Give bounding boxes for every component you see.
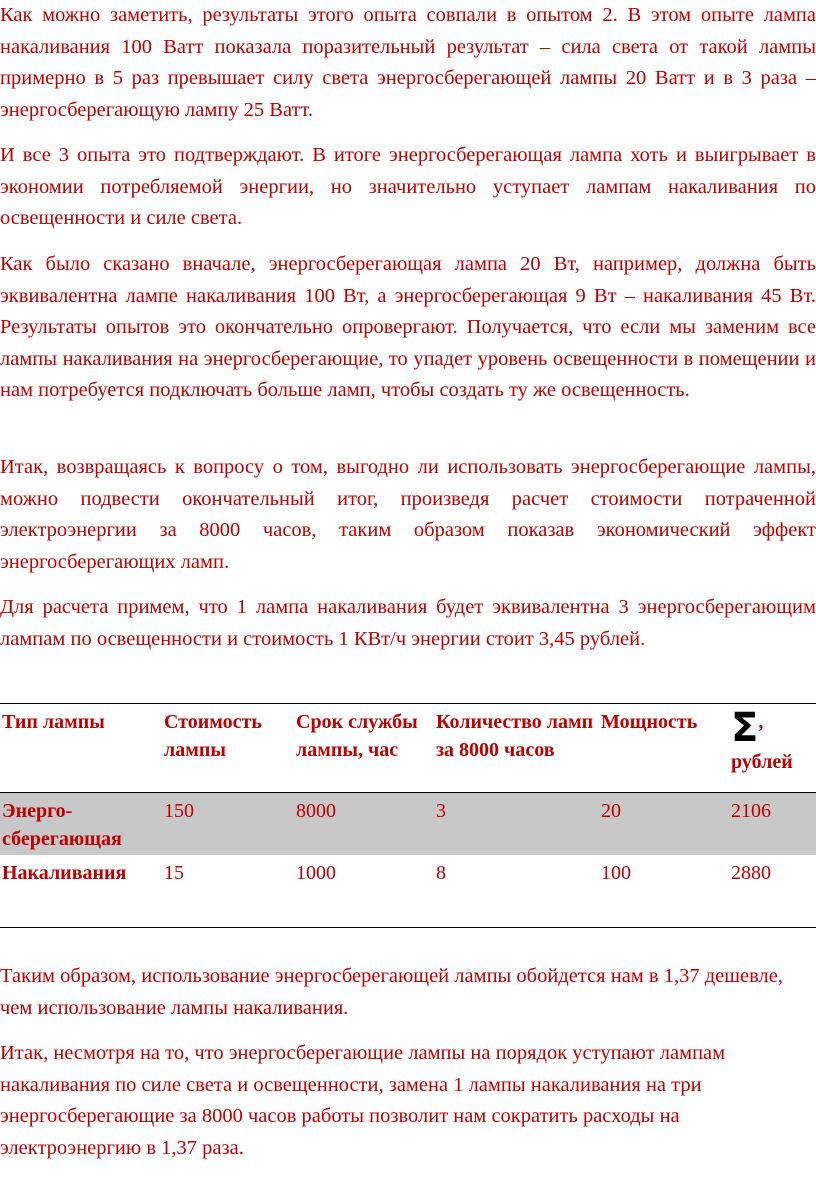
header-power: Мощность [601, 711, 698, 733]
cell-cost: 15 [164, 862, 184, 884]
cell-cost: 150 [164, 800, 194, 822]
lamp-cost-table [0, 703, 816, 928]
header-lamp-count: Количество ламп за 8000 часов [436, 711, 594, 761]
cell-total: 2880 [731, 862, 771, 884]
paragraph-conclusion-savings: Таким образом, использование энергосберегающей лампы обойдется нам в 1,37 дешевле, чем использование лампы накаливания. [0, 965, 783, 1019]
paragraph-final-conclusion: Итак, несмотря на то, что энергосберегающие лампы на порядок уступают лампам накаливания по силе света и освещенности, замена 1 лампы накаливания на три энергосберегающие за 8000 часов работы позволит нам сократить расходы на электроэнергию в 1,37 раза. [0, 1042, 726, 1159]
header-lamp-cost: Стоимость лампы [164, 711, 262, 761]
header-lamp-lifetime: Срок службы лампы, час [296, 711, 418, 761]
cell-count: 3 [436, 800, 446, 822]
cell-power: 20 [601, 800, 621, 822]
header-total-cost [729, 704, 816, 793]
cell-type: Энерго-сберегающая [2, 800, 122, 850]
header-lamp-type: Тип лампы [2, 711, 105, 733]
table-row-incandescent [0, 855, 816, 927]
paragraph-calculation-assumption: Для расчета примем, что 1 лампа накаливания будет эквивалентна 3 энергосберегающим лампам по освещенности и стоимость 1 КВт/ч энергии стоит 3,45 рублей. [0, 596, 816, 650]
sigma-icon: Σ [731, 705, 759, 751]
cell-lifetime: 8000 [296, 800, 336, 822]
cell-type: Накаливания [2, 862, 127, 884]
cell-count: 8 [436, 862, 446, 884]
cell-total: 2106 [731, 800, 771, 822]
table-header-row [0, 704, 816, 793]
header-total-suffix: , рублей [731, 711, 793, 773]
paragraph-experiment-results: Как можно заметить, результаты этого опыта совпали в опытом 2. В этом опыте лампа накаливания 100 Ватт показала поразительный результат – сила света от такой лампы примерно в 5 раз превышает силу света энергосберегающей лампы 20 Ватт и в 3 раза – энергосберегающую лампу 25 Ватт. [0, 4, 816, 121]
cell-power: 100 [601, 862, 631, 884]
paragraph-cost-question: Итак, возвращаясь к вопросу о том, выгодно ли использовать энергосберегающие лампы, можно подвести окончательный итог, произведя расчет стоимости потраченной электроэнергии за 8000 часов, таким образом показав экономический эффект энергосберегающих ламп. [0, 456, 816, 573]
paragraph-all-experiments-confirm: И все 3 опыта это подтверждают. В итоге энергосберегающая лампа хоть и выигрывает в экономии потребляемой энергии, но значительно уступает лампам накаливания по освещенности и силе света. [0, 144, 816, 230]
table-row-energy-saving [0, 793, 816, 856]
paragraph-equivalence-refuted: Как было сказано вначале, энергосберегающая лампа 20 Вт, например, должна быть эквивалентна лампе накаливания 100 Вт, а энергосберегающая 9 Вт – накаливания 45 Вт. Результаты опытов это окончательно опровергают. Получается, что если мы заменим все лампы накаливания на энергосберегающие, то упадет уровень освещенности в помещении и нам потребуется подключать больше ламп, чтобы создать ту же освещенность. [0, 253, 816, 402]
cell-lifetime: 1000 [296, 862, 336, 884]
